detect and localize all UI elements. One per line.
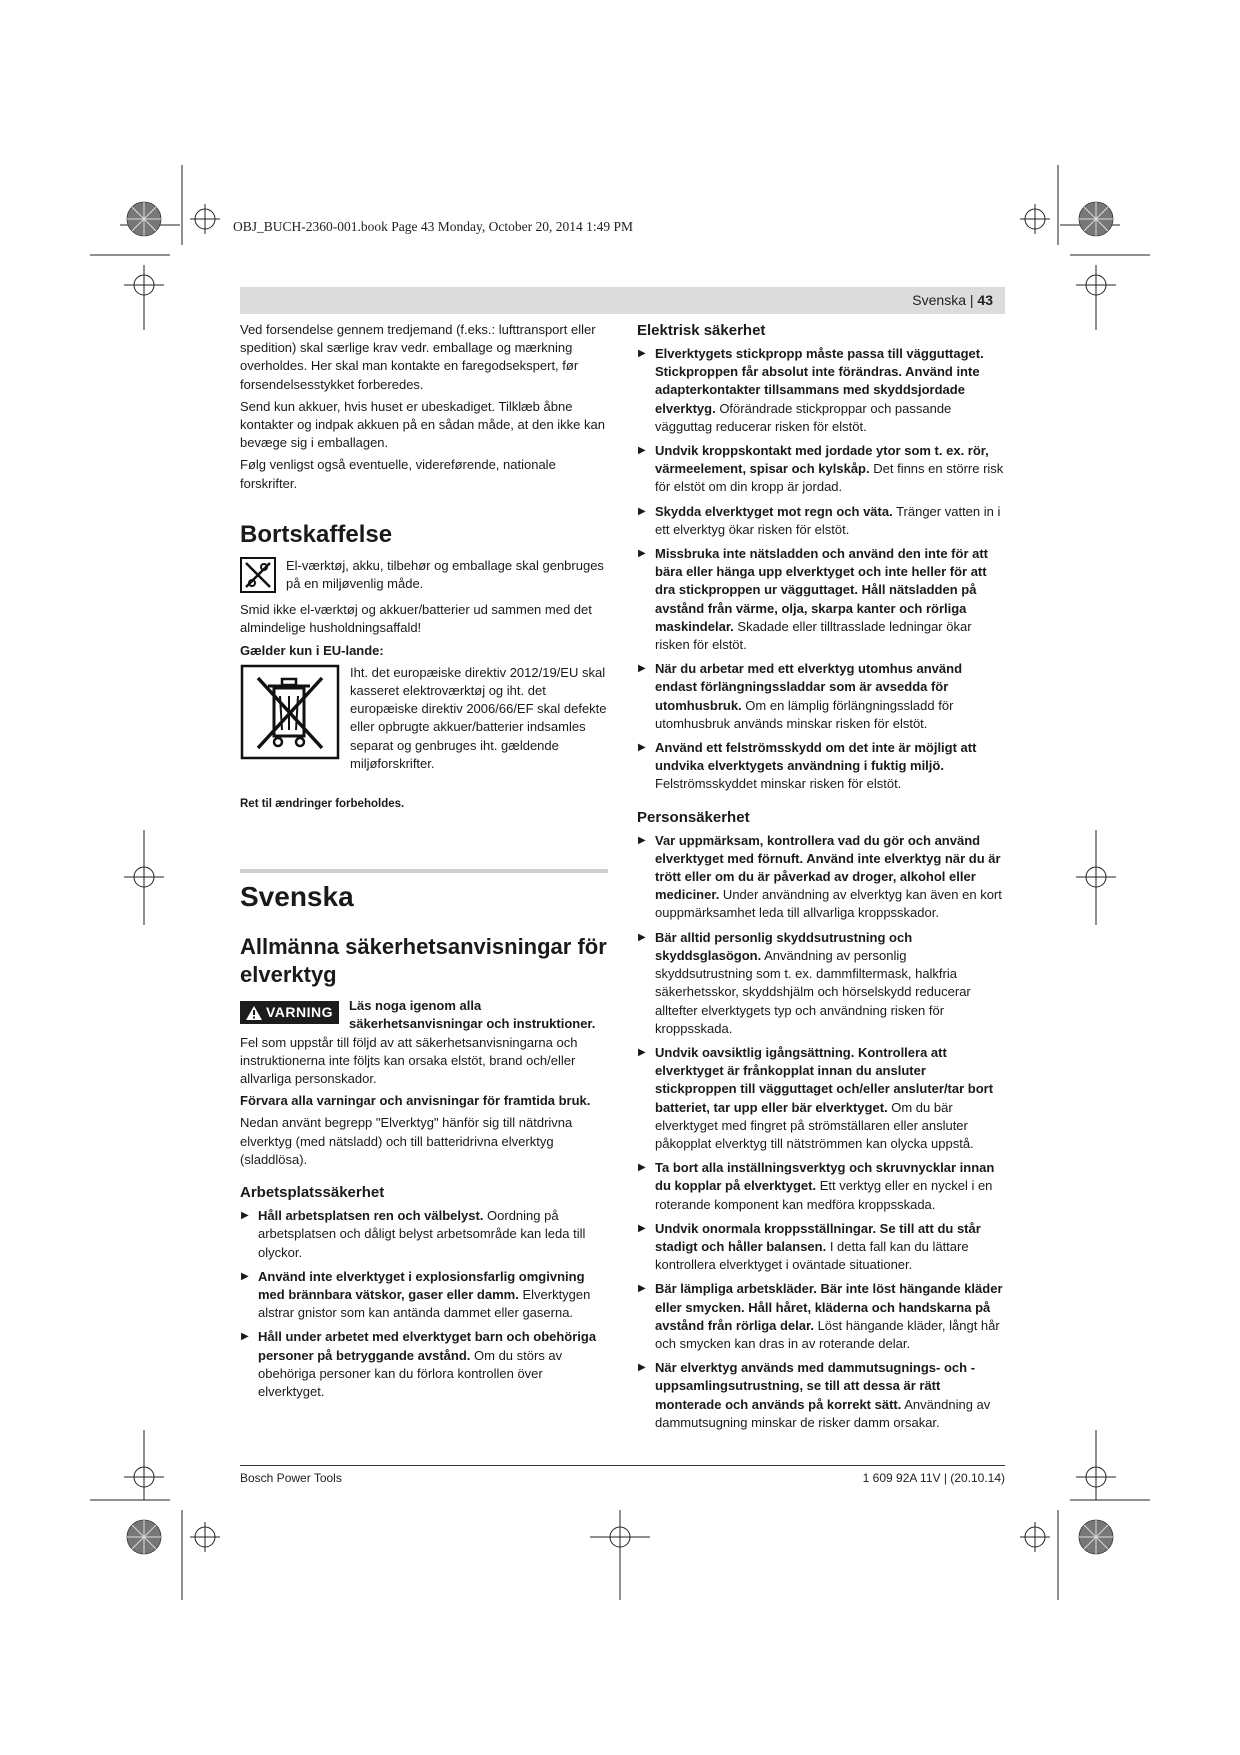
warning-triangle-icon [246, 1006, 262, 1020]
workplace-heading: Arbetsplatssäkerhet [240, 1184, 385, 1202]
list-item: ▶ Missbruka inte nätsladden och använd den inte för att bära eller hänga upp elverktyget och inte heller för att dra stickproppen ur vägguttaget. Håll nätsladden på avstånd från värme, olja, skarpa kanter och rörliga maskindelar. Skadade eller tilltrasslade ledningar ökar risken för elstöt. [638, 546, 988, 653]
right-column [637, 321, 1005, 1438]
crossed-bin-icon [240, 664, 340, 760]
list-item: ▶ Håll arbetsplatsen ren och välbelyst. Oordning på arbetsplatsen och dåligt belyst arbetsområde kan leda till olyckor. [241, 1208, 586, 1260]
keep-instructions: Förvara alla varningar och anvisningar för framtida bruk. [240, 1093, 591, 1109]
footer-divider [240, 1465, 1005, 1466]
left-column [240, 321, 608, 1407]
disposal-heading: Bortskaffelse [240, 520, 393, 548]
page-number: 43 [977, 292, 993, 308]
list-item: ▶ Håll under arbetet med elverktyget barn och obehöriga personer på betryggande avstånd. Om du störs av obehöriga personer kan du förlora kontrollen över elverktyget. [241, 1329, 597, 1399]
list-item: ▶ Använd ett felströmsskydd om det inte är möjligt att undvika elverktygets användning i fuktig miljö. Felströmsskyddet minskar risken för elstöt. [638, 740, 977, 792]
personal-list [637, 832, 1005, 1432]
term-definition: Nedan använt begrepp "Elverktyg" hänför sig till nätdrivna elverktyg (med nätsladd) och till batteridrivna elverktyg (sladdlösa). [240, 1115, 573, 1167]
list-item: ▶ När du arbetar med ett elverktyg utomhus använd endast förlängningssladdar som är avsedda för utomhusbruk. Om en lämplig förlängningssladd för utomhusbruk används minskar risken för elstöt. [638, 661, 963, 731]
disposal-text: El-værktøj, akku, tilbehør og emballage skal genbruges på en miljøvenlig måde. [286, 557, 604, 592]
list-item: ▶ Undvik onormala kroppsställningar. Se till att du står stadigt och håller balansen. I detta fall kan du lättare kontrollera elverktyget i oväntade situationer. [638, 1220, 981, 1273]
list-item: ▶ Skydda elverktyget mot regn och väta. Tränger vatten in i ett elverktyg ökar risken för elstöt. [638, 503, 1001, 537]
warning-badge [240, 1001, 339, 1024]
workplace-list [240, 1207, 608, 1401]
warning-block [240, 997, 608, 1088]
list-item: ▶ Undvik kroppskontakt med jordade ytor som t. ex. rör, värmeelement, spisar och kylskåp. Det finns en större risk för elstöt om din kropp är jordad. [638, 443, 1004, 495]
battery-paragraph: Send kun akkuer, hvis huset er ubeskadiget. Tilklæb åbne kontakter og indpak akkuen på en sådan måde, at den ikke kan bevæge sig i emballagen. [240, 398, 605, 451]
warning-text: Fel som uppstår till följd av att säkerhetsanvisningarna och instruktionerna inte följts kan orsaka elstöt, brand och/eller allvarliga personskador. [240, 1034, 578, 1087]
list-item: ▶ Bär lämpliga arbetskläder. Bär inte löst hängande kläder eller smycken. Håll håret, kläderna och handskarna på avstånd från rörliga delar. Löst hängande kläder, långt hår och smycken kan dras in av roterande delar. [638, 1281, 1003, 1351]
list-item: ▶ Undvik oavsiktlig igångsättning. Kontrollera att elverktyget är frånkopplat innan du ansluter stickproppen till vägguttaget och/eller ansluter/tar bort batteriet, tar upp eller bär elverktyget. Om du bär elverktyget med fingret på strömställaren eller ansluter påkopplat elverktyg till nätströmmen kan olycka uppstå. [638, 1044, 994, 1151]
list-item: ▶ Använd inte elverktyget i explosionsfarlig omgivning med brännbara vätskor, gaser eller damm. Elverktygen alstrar gnistor som kan antända dammet eller gaserna. [241, 1268, 591, 1321]
print-slug: OBJ_BUCH-2360-001.book Page 43 Monday, October 20, 2014 1:49 PM [233, 219, 633, 234]
language-divider [240, 869, 608, 873]
footer-brand: Bosch Power Tools [240, 1471, 342, 1485]
recycle-icon [240, 557, 276, 593]
eu-row [240, 664, 608, 773]
reservation-note: Ret til ændringer forbeholdes. [240, 798, 405, 811]
household-waste-text: Smid ikke el-værktøj og akkuer/batterier ud sammen med det almindelige husholdningsaffald! [240, 602, 592, 636]
electrical-heading: Elektrisk säkerhet [637, 322, 766, 339]
header-language-page: Svenska | 43 [912, 292, 993, 308]
language-heading: Svenska [240, 881, 354, 913]
list-item: ▶ Ta bort alla inställningsverktyg och skruvnycklar innan du kopplar på elverktyget. Ett verktyg eller en nyckel i en roterande komponent kan medföra kroppsskada. [638, 1160, 995, 1212]
disposal-row [240, 557, 608, 593]
eu-directive-text: Iht. det europæiske direktiv 2012/19/EU skal kasseret elektroværktøj og iht. det europæiske direktiv 2006/66/EF skal defekte eller opbrugte akkuer/batterier indsamles separat og genbruges iht. gældende miljøforskrifter. [350, 664, 607, 771]
list-item: ▶ Elverktygets stickpropp måste passa till vägguttaget. Stickproppen får absolut inte förändras. Använd inte adapterkontakter tillsammans med skyddsjordade elverktyg. Oförändrade stickproppar och passande vägguttag reducerar risken för elstöt. [638, 346, 984, 434]
personal-heading: Personsäkerhet [637, 808, 750, 826]
electrical-list [637, 345, 1005, 794]
eu-label: Gælder kun i EU-lande: [240, 642, 384, 658]
page-header [240, 287, 1005, 314]
warning-bold-text: Läs noga igenom alla säkerhetsanvisningar och instruktioner. [349, 998, 596, 1032]
footer-doc-number: 1 609 92A 11V | (20.10.14) [862, 1471, 1005, 1485]
warning-badge-label: VARNING [266, 1004, 334, 1021]
list-item: ▶ När elverktyg används med dammutsugnings- och -uppsamlingsutrustning, se till att dessa är rätt monterade och används på korrekt sätt. Användning av dammutsugning minskar de risker damm orsakar. [638, 1360, 991, 1430]
general-safety-heading: Allmänna säkerhetsanvisningar för elverktyg [240, 934, 607, 988]
regulations-paragraph: Følg venligst også eventuelle, videreførende, nationale forskrifter. [240, 457, 556, 491]
list-item: ▶ Var uppmärksam, kontrollera vad du gör och använd elverktyget med förnuft. Använd inte elverktyg när du är trött eller om du är påverkad av droger, alkohol eller mediciner. Under användning av elverktyg kan även en kort ouppmärksamhet leda till allvarliga kroppsskador. [638, 832, 1002, 921]
transport-paragraph: Ved forsendelse gennem tredjemand (f.eks.: lufttransport eller spedition) skal særlige krav vedr. emballage og mærkning overholdes. Her skal man kontakte en faregodsekspert, før forsendelsesstykket forberedes. [240, 322, 596, 392]
header-language: Svenska [912, 292, 966, 308]
list-item: ▶ Bär alltid personlig skyddsutrustning och skyddsglasögon. Användning av personlig skyddsutrustning som t. ex. dammfiltermask, halkfria säkerhetsskor, skyddshjälm och hörselskydd reducerar alltefter elverktygets typ och användning risken för kroppsskada. [638, 929, 971, 1036]
